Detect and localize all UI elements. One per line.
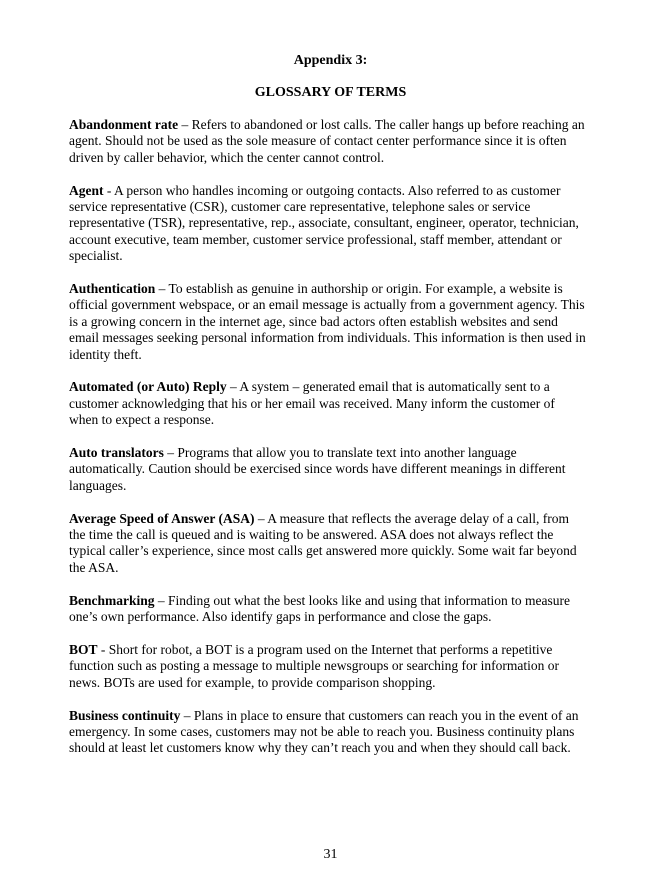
page-title: GLOSSARY OF TERMS [254,85,407,100]
page-number: 31 [323,847,338,862]
glossary-entry-agent [69,183,587,265]
glossary-term: Auto translators [69,445,164,461]
glossary-term: BOT [69,641,98,657]
glossary-term: Authentication [69,281,156,297]
glossary-list [69,117,587,773]
glossary-definition: – Programs that allow you to translate text into another language automatically. Caution should be exercised since words have different meanings in different languages. [69,445,566,493]
glossary-definition: - A person who handles incoming or outgoing contacts. Also referred to as customer service representative (CSR), customer care representative, telephone sales or service representative (TSR), representative, rep., associate, consultant, engineer, operator, technician, account executive, team member, customer service professional, staff member, attendant or specialist. [69,182,579,264]
glossary-entry-automated-reply [69,379,587,428]
glossary-definition: – A measure that reflects the average delay of a call, from the time the call is queued and is waiting to be answered. ASA does not always reflect the typical caller’s experience, since most calls get answered more quickly. Some wait far beyond the ASA. [69,510,577,575]
glossary-entry-auto-translators [69,445,587,494]
glossary-definition: - Short for robot, a BOT is a program used on the Internet that performs a repetitive function such as posting a message to multiple newsgroups or searching for information or news. BOTs are used for example, to provide comparison shopping. [69,641,560,690]
glossary-definition: – Finding out what the best looks like and using that information to measure one’s own performance. Also identify gaps in performance and close the gaps. [69,592,570,625]
glossary-entry-bot [69,642,587,691]
glossary-entry-business-continuity [69,708,587,757]
glossary-term: Agent [69,182,104,198]
glossary-definition: – Plans in place to ensure that customers can reach you in the event of an emergency. In some cases, customers may not be able to reach you. Business continuity plans should at least let customers know why they can’t reach you and when they should call back. [69,707,579,756]
glossary-entry-abandonment-rate [69,117,587,166]
glossary-definition: – Refers to abandoned or lost calls. The caller hangs up before reaching an agent. Should not be used as the sole measure of contact center performance since it is often driven by caller behavior, which the center cannot control. [69,117,585,165]
glossary-term: Benchmarking [69,592,155,608]
glossary-term: Automated (or Auto) Reply [69,379,227,395]
glossary-definition: – A system – generated email that is automatically sent to a customer acknowledging that his or her email was received. Many inform the customer of when to expect a response. [69,379,555,428]
glossary-definition: – To establish as genuine in authorship or origin. For example, a website is official government webspace, or an email message is actually from a government agency. This is a growing concern in the internet age, since bad actors often establish websites and send email messages seeking personal information from individuals. This information is then used in identity theft. [69,281,586,362]
glossary-entry-benchmarking [69,593,587,626]
glossary-term: Business continuity [69,707,181,723]
glossary-term: Average Speed of Answer (ASA) [69,510,255,526]
glossary-term: Abandonment rate [69,117,179,132]
appendix-label: Appendix 3: [293,53,368,68]
glossary-entry-authentication [69,281,587,363]
glossary-entry-average-speed-of-answer [69,511,587,577]
